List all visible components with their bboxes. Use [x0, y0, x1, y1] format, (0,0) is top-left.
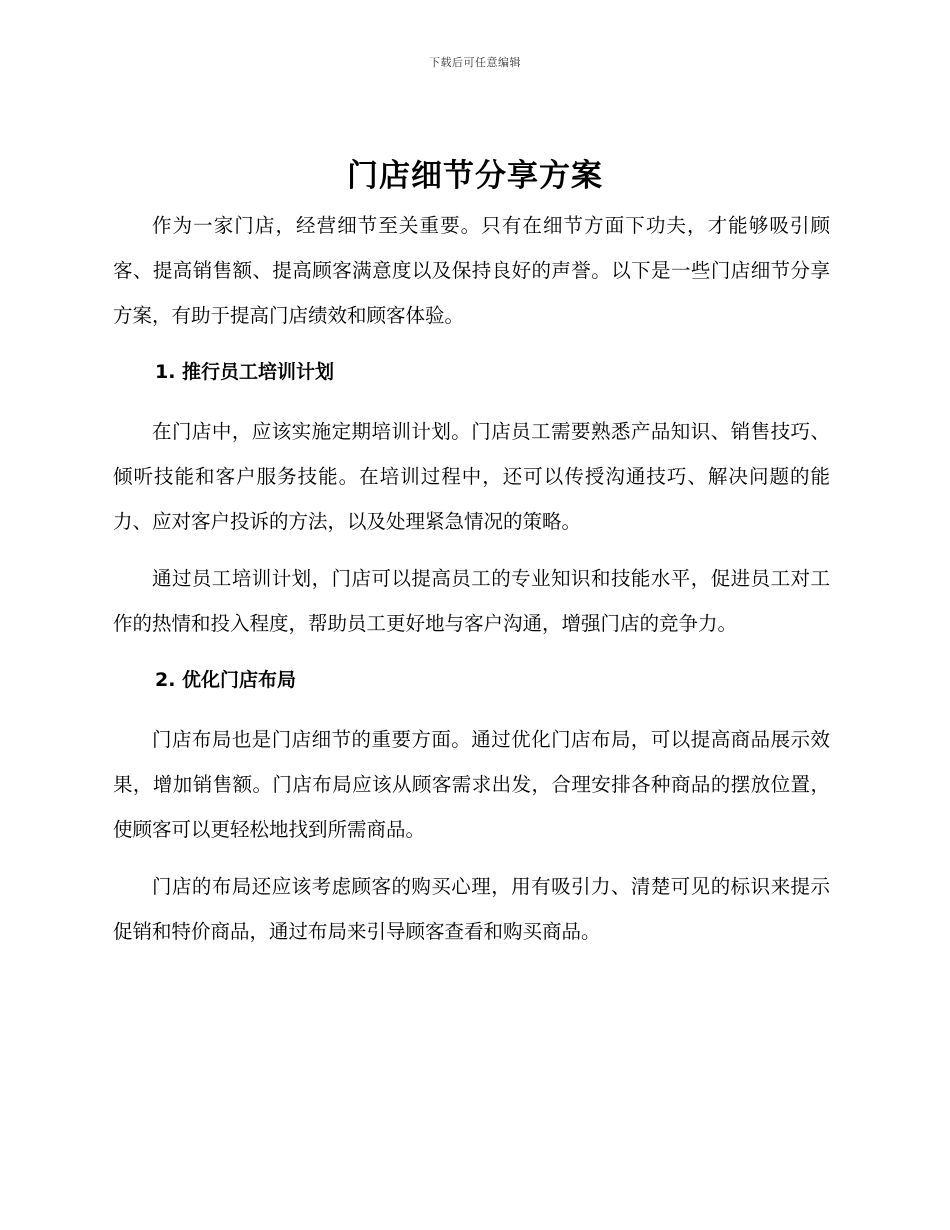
section-1-paragraph-2: 通过员工培训计划，门店可以提高员工的专业知识和技能水平，促进员工对工作的热情和投入程度，帮助员工更好地与客户沟通，增强门店的竞争力。	[113, 567, 830, 635]
document-body	[113, 203, 830, 954]
header-note: 下载后可任意编辑	[429, 56, 521, 69]
section-heading-2: 2. 优化门店布局	[155, 669, 297, 691]
section-1-paragraph-1: 在门店中，应该实施定期培训计划。门店员工需要熟悉产品知识、销售技巧、倾听技能和客户服务技能。在培训过程中，还可以传授沟通技巧、解决问题的能力、应对客户投诉的方法，以及处理紧急情况的策略。	[113, 420, 830, 533]
intro-paragraph: 作为一家门店，经营细节至关重要。只有在细节方面下功夫，才能够吸引顾客、提高销售额、提高顾客满意度以及保持良好的声誉。以下是一些门店细节分享方案，有助于提高门店绩效和顾客体验。	[113, 214, 830, 327]
section-2-paragraph-2: 门店的布局还应该考虑顾客的购买心理，用有吸引力、清楚可见的标识来提示促销和特价商品，通过布局来引导顾客查看和购买商品。	[113, 875, 830, 943]
section-2-paragraph-1: 门店布局也是门店细节的重要方面。通过优化门店布局，可以提高商品展示效果，增加销售额。门店布局应该从顾客需求出发，合理安排各种商品的摆放位置，使顾客可以更轻松地找到所需商品。	[113, 728, 830, 841]
section-heading-1: 1. 推行员工培训计划	[155, 361, 335, 383]
document-title: 门店细节分享方案	[347, 158, 603, 194]
